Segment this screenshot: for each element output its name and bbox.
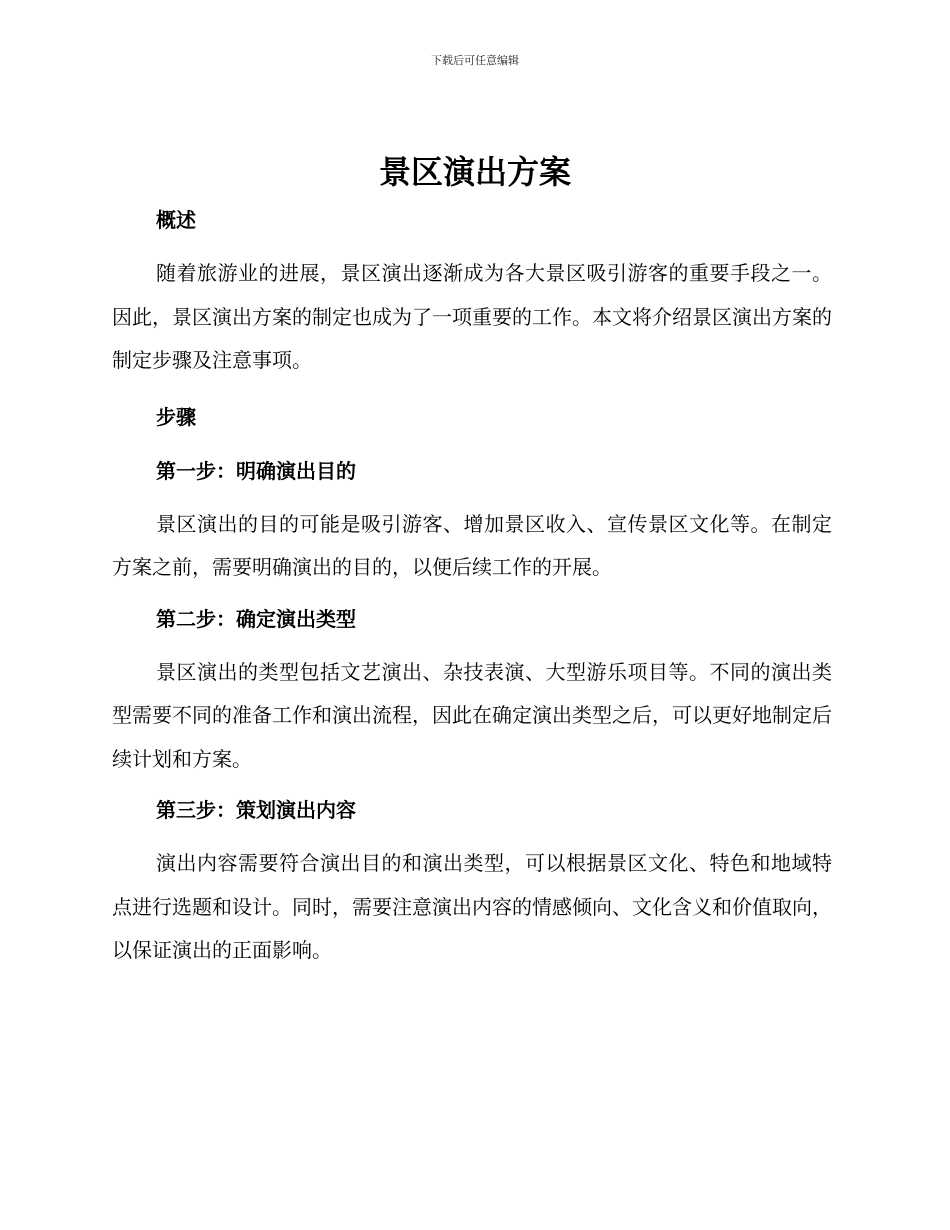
step2-paragraph: 景区演出的类型包括文艺演出、杂技表演、大型游乐项目等。不同的演出类型需要不同的准备工作和演出流程，因此在确定演出类型之后，可以更好地制定后续计划和方案。 [112, 659, 832, 771]
step1-paragraph: 景区演出的目的可能是吸引游客、增加景区收入、宣传景区文化等。在制定方案之前，需要明确演出的目的，以便后续工作的开展。 [112, 511, 832, 579]
step1-heading: 第一步：明确演出目的 [156, 458, 356, 483]
document-body [112, 200, 832, 973]
page-header-note: 下载后可任意编辑 [431, 54, 519, 67]
step3-heading: 第三步：策划演出内容 [156, 798, 356, 822]
steps-heading: 步骤 [156, 404, 196, 429]
document-title: 景区演出方案 [378, 153, 571, 191]
step3-paragraph: 演出内容需要符合演出目的和演出类型，可以根据景区文化、特色和地域特点进行选题和设计。同时，需要注意演出内容的情感倾向、文化含义和价值取向，以保证演出的正面影响。 [112, 851, 832, 962]
overview-paragraph: 随着旅游业的进展，景区演出逐渐成为各大景区吸引游客的重要手段之一。因此，景区演出方案的制定也成为了一项重要的工作。本文将介绍景区演出方案的制定步骤及注意事项。 [112, 261, 832, 372]
step2-heading: 第二步：确定演出类型 [156, 606, 356, 631]
overview-heading: 概述 [156, 208, 196, 232]
